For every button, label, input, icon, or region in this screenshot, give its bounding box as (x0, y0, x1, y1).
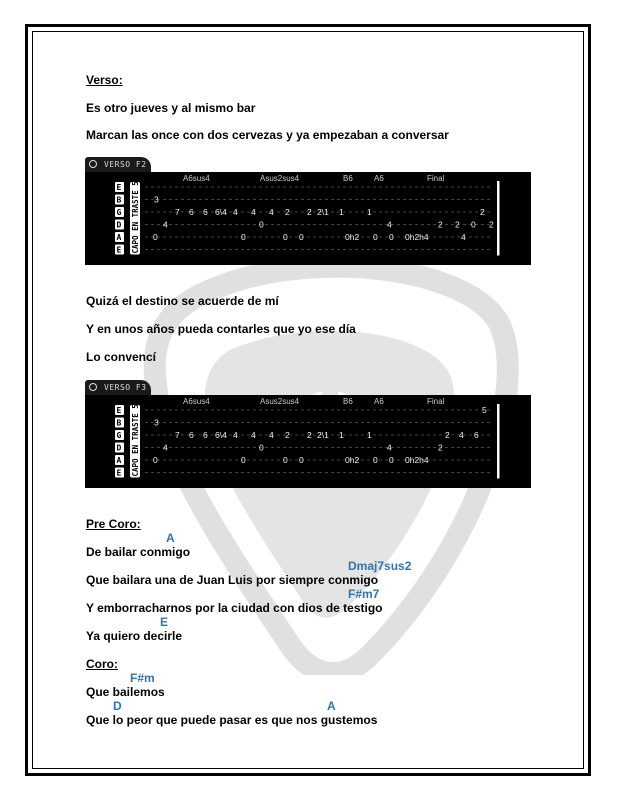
tab-note: 0 (241, 455, 246, 465)
tab-note: 0 (389, 232, 394, 242)
string-name: E (116, 245, 122, 255)
tab-note: 4 (387, 219, 392, 230)
string-name: G (116, 431, 122, 440)
tab-note: 2 (307, 207, 312, 217)
lyric-line: Y en unos años pueda contarles que yo ese día (86, 322, 356, 336)
tab-note: 4 (251, 207, 256, 217)
lyric-line: Es otro jueves y al mismo bar (86, 101, 256, 115)
tab-end-bar (497, 181, 500, 256)
tab-chord-name: A6sus4 (183, 174, 210, 183)
chord-label: A (166, 531, 175, 545)
chord-label: E (160, 615, 169, 629)
lyric-line: Que bailara una de Juan Luis por siempre conmigo (86, 573, 379, 587)
chord-label: D (113, 699, 122, 713)
lyric-line: Y emborracharnos por la ciudad con dios de testigo (86, 601, 383, 615)
chord-label: F#m7 (348, 587, 380, 601)
tab-note: 4 (387, 442, 392, 453)
string-name: A (116, 456, 122, 465)
lyric-line: Marcan las once con dos cervezas y ya empezaban a conversar (86, 128, 449, 142)
tab-note: 0 (283, 455, 288, 465)
tab-note: 2\1 (317, 207, 329, 217)
tab-note: 2 (307, 430, 312, 440)
tab-note: 6\4 (215, 430, 227, 440)
string-name: D (116, 443, 122, 453)
tab-note: 4 (269, 207, 274, 217)
capo-label: CAPO EN TRASTE 5 (131, 181, 140, 254)
tab-note: 0 (299, 455, 304, 465)
tab-note: 4 (251, 430, 256, 440)
tab-note: 1 (367, 430, 372, 440)
tab-note: 3 (154, 417, 159, 428)
tab-note: 2\1 (317, 430, 329, 440)
string-name: E (116, 183, 122, 192)
tab-note: 1 (339, 207, 344, 217)
tab-label (85, 157, 151, 172)
tab-note: 3 (154, 194, 159, 205)
tab-label-text: VERSO F3 (104, 383, 147, 392)
tab-refresh-icon (89, 160, 97, 168)
lyric-line: Quizá el destino se acuerde de mí (86, 294, 279, 308)
tab-note: 4 (163, 442, 168, 453)
tab-note: 7 (175, 430, 180, 440)
string-name: B (116, 195, 122, 205)
tab-note: 6 (474, 430, 479, 440)
tab-refresh-icon (89, 383, 97, 391)
tab-note: 0 (153, 455, 158, 465)
tab-board (85, 172, 531, 265)
tab-note: 2 (480, 207, 485, 217)
chord-label: Dmaj7sus2 (348, 559, 412, 573)
string-name: E (116, 406, 122, 415)
tab-note: 6 (189, 430, 194, 440)
tab-note: 4 (233, 207, 238, 217)
tab-note: 0h2 (345, 232, 360, 242)
tab-note: 0 (259, 219, 264, 230)
chorus-heading: Coro: (86, 657, 118, 671)
tab-note: 0 (373, 455, 378, 465)
tab-note: 1 (339, 430, 344, 440)
tab-note: 0 (283, 232, 288, 242)
tab-staff (85, 172, 531, 265)
string-name: E (116, 468, 122, 478)
tab-note: 0 (373, 232, 378, 242)
prechorus-heading: Pre Coro: (86, 517, 141, 531)
tab-board (85, 395, 531, 488)
tab-staff (85, 395, 531, 488)
tab-chord-name: Asus2sus4 (260, 174, 300, 183)
lyric-line: De bailar conmigo (86, 545, 191, 559)
tab-chord-name: Asus2sus4 (260, 397, 300, 406)
tab-note: 6 (203, 207, 208, 217)
tab-note: 4 (233, 430, 238, 440)
capo-label: CAPO EN TRASTE 5 (131, 404, 140, 477)
tab-note: 0 (241, 232, 246, 242)
tab-note: 6 (203, 430, 208, 440)
lyric-line: Ya quiero decirle (86, 629, 183, 643)
tab-note: 1 (367, 207, 372, 217)
tab-note: 5 (482, 405, 487, 415)
tab-note: 4 (459, 430, 464, 440)
tab-chord-name: B6 (343, 174, 353, 183)
lyric-line: Que lo peor que puede pasar es que nos gustemos (86, 713, 378, 727)
tab-note: 2 (285, 430, 290, 440)
tab-note: 0h2 (345, 455, 360, 465)
tab-note: 7 (175, 207, 180, 217)
tab-note: 2 (438, 219, 443, 230)
tablature-verso-f2 (85, 157, 531, 265)
tab-chord-name: A6 (374, 174, 384, 183)
string-name: G (116, 208, 122, 217)
tab-note: 0 (299, 232, 304, 242)
tab-label-text: VERSO F2 (104, 160, 147, 169)
tab-label (85, 380, 151, 395)
tab-note: 2 (445, 430, 450, 440)
tab-note: 4 (163, 219, 168, 230)
tab-note: 4 (461, 232, 466, 242)
tab-note: 6 (189, 207, 194, 217)
string-name: D (116, 220, 122, 230)
tab-note: 0 (153, 232, 158, 242)
tab-note: 0h2h4 (405, 232, 429, 242)
tab-note: 2 (489, 219, 494, 230)
chord-label: A (327, 699, 336, 713)
tablature-verso-f3 (85, 380, 531, 488)
tab-note: 0 (259, 442, 264, 453)
tab-note: 2 (455, 219, 460, 230)
tab-note: 2 (285, 207, 290, 217)
tab-note: 0 (471, 219, 476, 230)
lyric-line: Lo convencí (86, 350, 157, 364)
tab-chord-name: A6 (374, 397, 384, 406)
tab-chord-name: B6 (343, 397, 353, 406)
tab-note: 2 (438, 442, 443, 453)
tab-chord-name: A6sus4 (183, 397, 210, 406)
string-name: A (116, 233, 122, 242)
chord-label: F#m (130, 671, 155, 685)
tab-chord-name: Final (427, 174, 445, 183)
tab-end-bar (497, 404, 500, 479)
tab-note: 0 (389, 455, 394, 465)
tab-chord-name: Final (427, 397, 445, 406)
string-name: B (116, 418, 122, 428)
lyric-line: Que bailemos (86, 685, 165, 699)
verse-heading: Verso: (86, 73, 123, 87)
tab-note: 0h2h4 (405, 455, 429, 465)
tab-note: 4 (269, 430, 274, 440)
tab-note: 6\4 (215, 207, 227, 217)
